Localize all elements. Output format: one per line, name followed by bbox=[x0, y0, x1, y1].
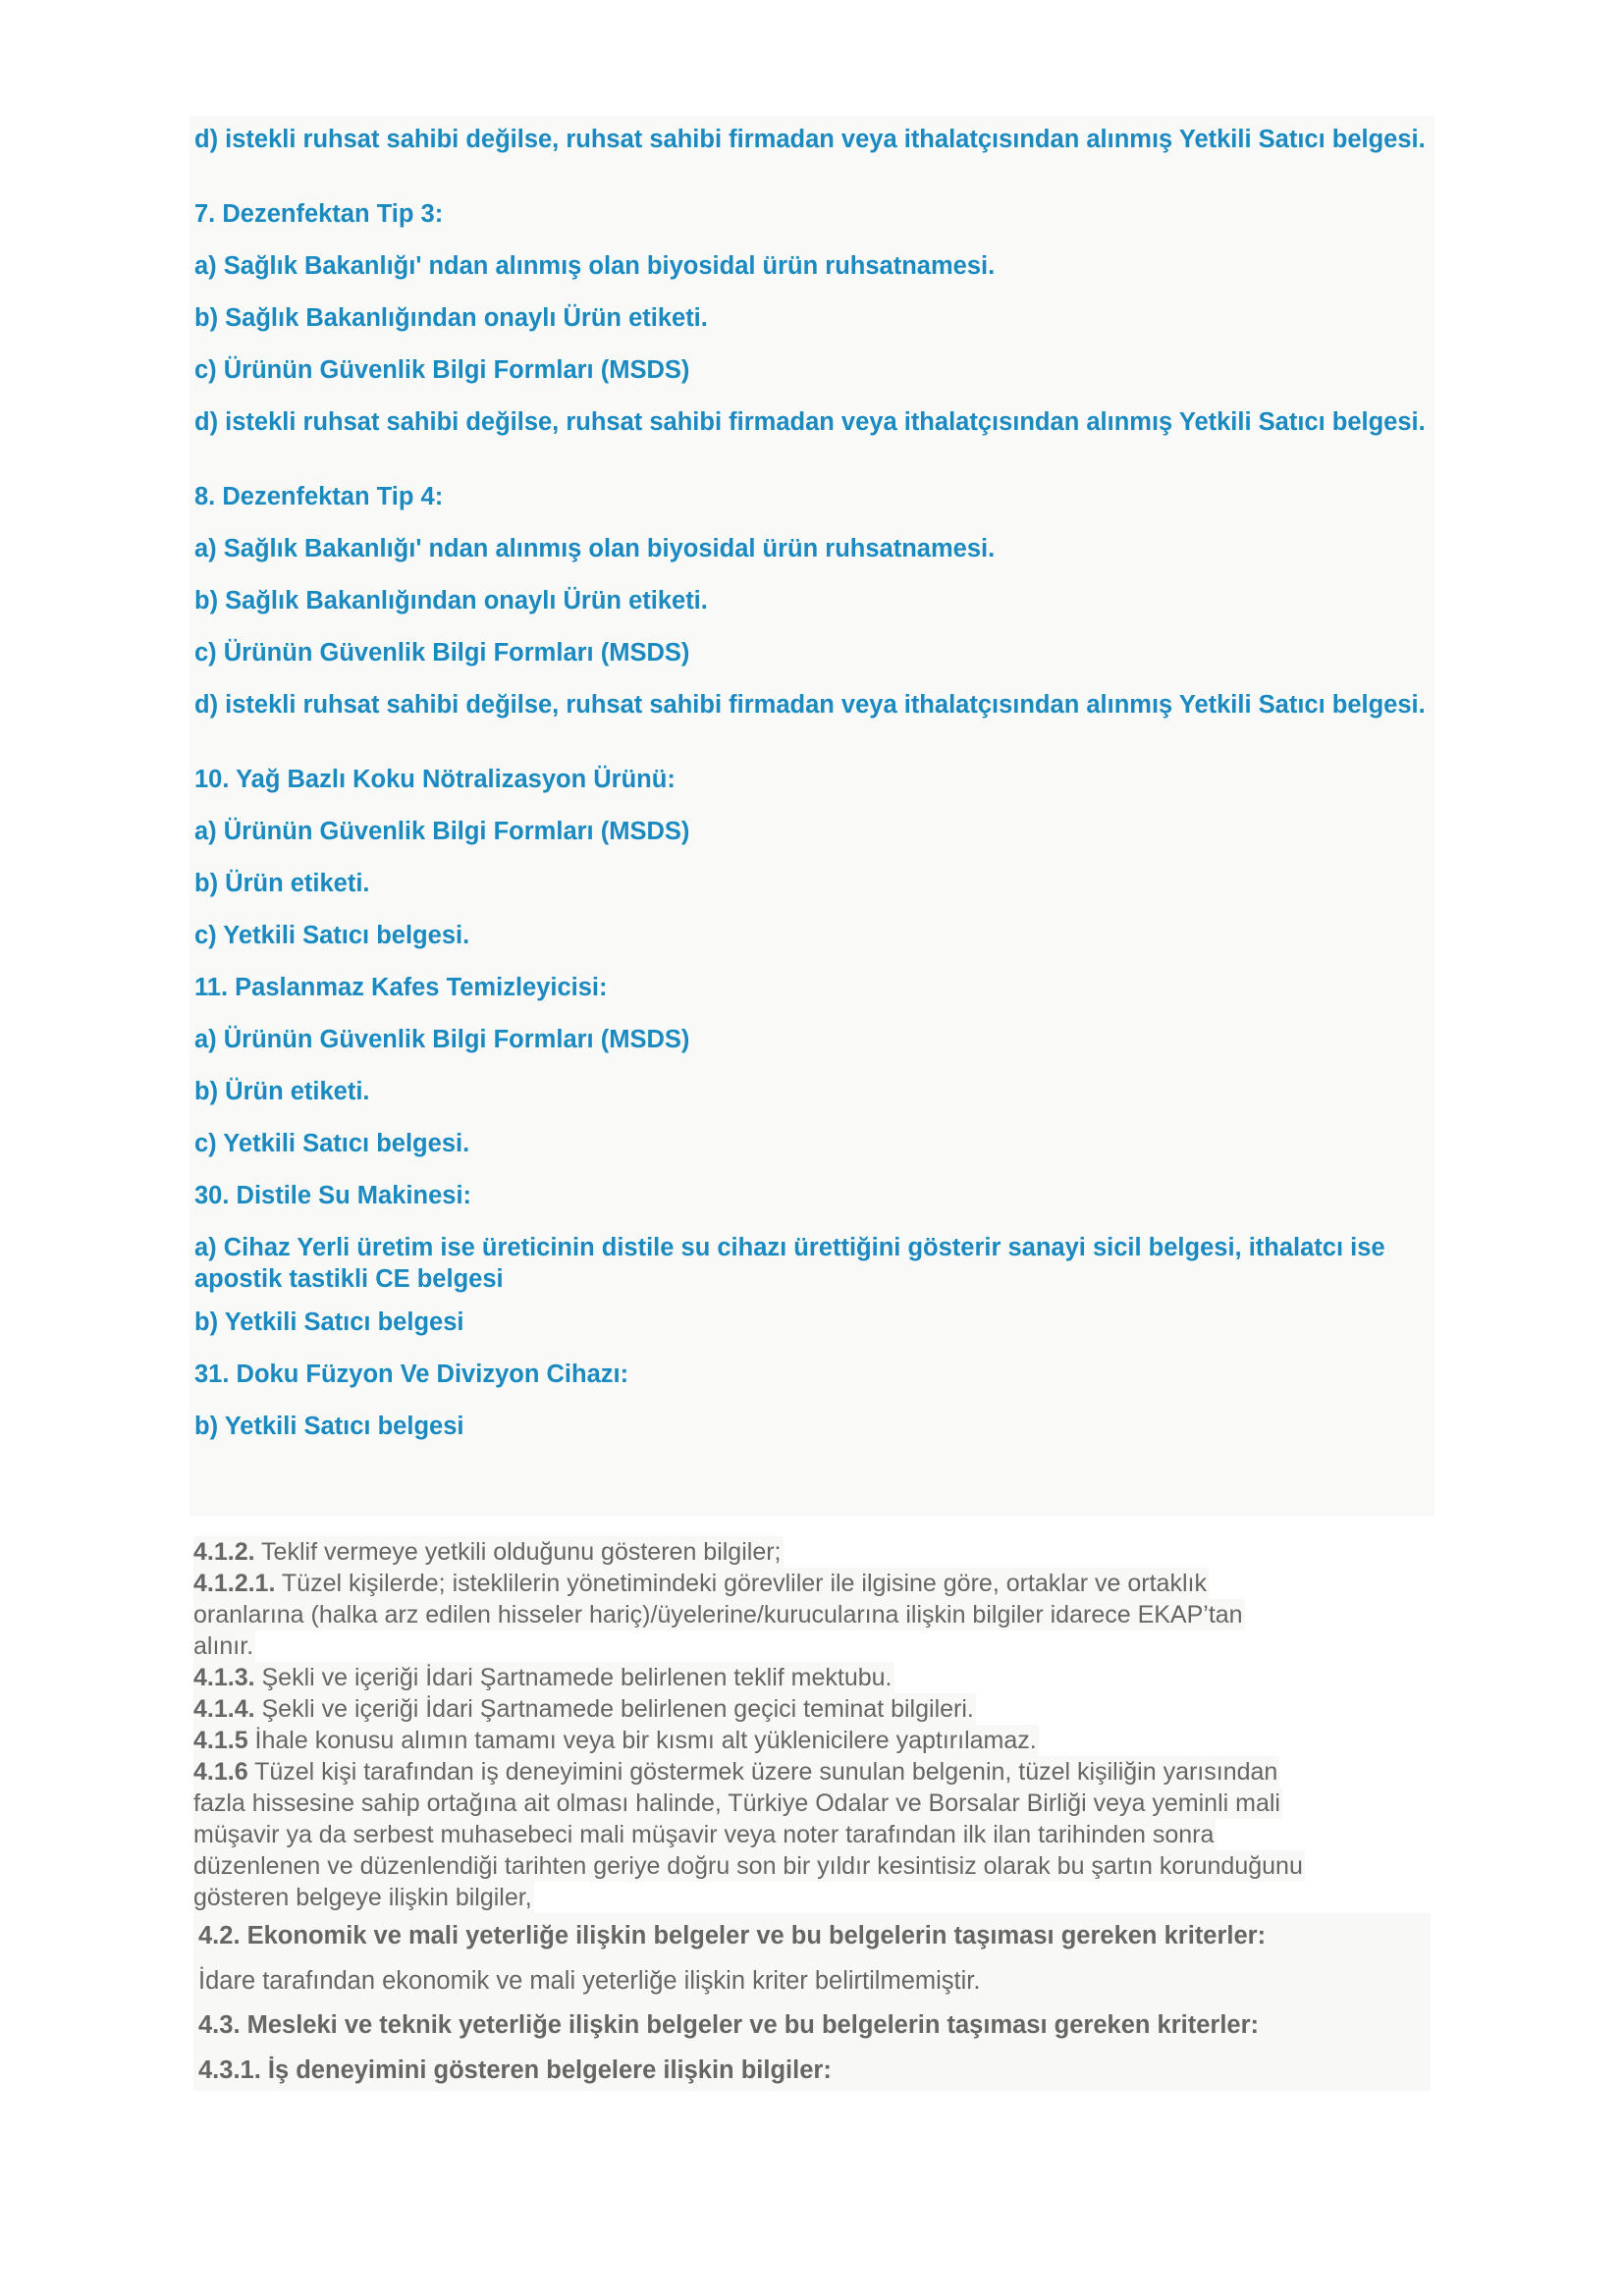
clause-number: 4.1.5 bbox=[193, 1727, 248, 1754]
clause-text: Şekli ve içeriği İdari Şartnamede belirlenen teklif mektubu. bbox=[254, 1664, 893, 1691]
clause-line bbox=[193, 1788, 1282, 1819]
requirement-item: a) Sağlık Bakanlığı' ndan alınmış olan biyosidal ürün ruhsatnamesi. bbox=[194, 252, 996, 280]
clause-text: gösteren belgeye ilişkin bilgiler, bbox=[193, 1884, 532, 1911]
requirement-item: c) Yetkili Satıcı belgesi. bbox=[194, 1130, 470, 1157]
economic-heading: 4.2. Ekonomik ve mali yeterliğe ilişkin belgeler ve bu belgelerin taşıması gereken kriterler: bbox=[198, 1922, 1267, 1949]
requirement-item: a) Cihaz Yerli üretim ise üreticinin distile su cihazı ürettiğini gösterir sanayi sicil belgesi, ithalatcı ise apostik tastikli CE belgesi bbox=[194, 1234, 1385, 1293]
clauses-block bbox=[193, 1536, 1440, 1913]
clause-number: 4.1.2. bbox=[193, 1538, 255, 1566]
clause-text: oranlarına (halka arz edilen hisseler hariç)/üyelerine/kurucularına ilişkin bilgiler idarece EKAP’tan bbox=[193, 1601, 1243, 1629]
technical-heading: 4.3. Mesleki ve teknik yeterliğe ilişkin belgeler ve bu belgelerin taşıması gereken kriterler: bbox=[198, 2011, 1260, 2039]
economic-text: İdare tarafından ekonomik ve mali yeterliğe ilişkin kriter belirtilmemiştir. bbox=[198, 1967, 981, 1995]
clause-line bbox=[193, 1599, 1245, 1630]
requirements-panel bbox=[189, 116, 1435, 1516]
requirement-item: d) istekli ruhsat sahibi değilse, ruhsat sahibi firmadan veya ithalatçısından alınmış Yetkili Satıcı belgesi. bbox=[194, 691, 1426, 719]
requirement-heading: 8. Dezenfektan Tip 4: bbox=[194, 483, 444, 510]
clause-text: İhale konusu alımın tamamı veya bir kısmı alt yüklenicilere yaptırılamaz. bbox=[247, 1727, 1037, 1754]
clause-number: 4.1.4. bbox=[193, 1695, 255, 1723]
clause-line bbox=[193, 1536, 784, 1568]
clause-number: 4.1.2.1. bbox=[193, 1570, 276, 1597]
clause-line bbox=[193, 1882, 534, 1913]
clause-number: 4.1.6 bbox=[193, 1758, 248, 1786]
requirement-heading: 10. Yağ Bazlı Koku Nötralizasyon Ürünü: bbox=[194, 766, 676, 793]
clause-line bbox=[193, 1819, 1216, 1850]
clause-line bbox=[193, 1568, 1209, 1599]
requirement-item: b) Sağlık Bakanlığından onaylı Ürün etiketi. bbox=[194, 304, 708, 332]
clause-text: Tüzel kişi tarafından iş deneyimini göstermek üzere sunulan belgenin, tüzel kişiliğin yarısından bbox=[247, 1758, 1278, 1786]
requirement-item: b) Sağlık Bakanlığından onaylı Ürün etiketi. bbox=[194, 587, 708, 614]
clause-number: 4.1.3. bbox=[193, 1664, 255, 1691]
requirement-heading: 31. Doku Füzyon Ve Divizyon Cihazı: bbox=[194, 1361, 629, 1388]
clause-line bbox=[193, 1850, 1305, 1882]
clause-line bbox=[193, 1662, 894, 1693]
requirement-heading: 11. Paslanmaz Kafes Temizleyicisi: bbox=[194, 974, 608, 1001]
clause-text: alınır. bbox=[193, 1632, 254, 1660]
requirement-item: b) Ürün etiketi. bbox=[194, 1078, 370, 1105]
qualification-panel bbox=[193, 1913, 1431, 2091]
requirement-item: b) Yetkili Satıcı belgesi bbox=[194, 1413, 464, 1440]
clause-text: düzenlenen ve düzenlendiği tarihten geriye doğru son bir yıldır kesintisiz olarak bu şartın korunduğunu bbox=[193, 1852, 1303, 1880]
clause-line bbox=[193, 1630, 255, 1662]
requirement-item: a) Ürünün Güvenlik Bilgi Formları (MSDS) bbox=[194, 1026, 690, 1053]
requirement-item: c) Ürünün Güvenlik Bilgi Formları (MSDS) bbox=[194, 356, 690, 384]
clause-text: fazla hissesine sahip ortağına ait olması halinde, Türkiye Odalar ve Borsalar Birliği veya yeminli mali bbox=[193, 1789, 1280, 1817]
clause-text: Teklif vermeye yetkili olduğunu gösteren bilgiler; bbox=[254, 1538, 782, 1566]
experience-heading: 4.3.1. İş deneyimini gösteren belgelere ilişkin bilgiler: bbox=[198, 2056, 832, 2084]
clause-line bbox=[193, 1725, 1039, 1756]
requirement-item: a) Ürünün Güvenlik Bilgi Formları (MSDS) bbox=[194, 818, 690, 845]
requirement-item: d) istekli ruhsat sahibi değilse, ruhsat sahibi firmadan veya ithalatçısından alınmış Yetkili Satıcı belgesi. bbox=[194, 408, 1426, 436]
clause-line bbox=[193, 1756, 1279, 1788]
clause-line bbox=[193, 1693, 976, 1725]
clause-text: Şekli ve içeriği İdari Şartnamede belirlenen geçici teminat bilgileri. bbox=[254, 1695, 974, 1723]
requirement-item: c) Ürünün Güvenlik Bilgi Formları (MSDS) bbox=[194, 639, 690, 667]
requirement-item: b) Ürün etiketi. bbox=[194, 870, 370, 897]
requirement-item: a) Sağlık Bakanlığı' ndan alınmış olan biyosidal ürün ruhsatnamesi. bbox=[194, 535, 996, 562]
requirement-heading: 30. Distile Su Makinesi: bbox=[194, 1182, 472, 1209]
requirement-item: d) istekli ruhsat sahibi değilse, ruhsat sahibi firmadan veya ithalatçısından alınmış Yetkili Satıcı belgesi. bbox=[194, 126, 1426, 153]
clause-text: müşavir ya da serbest muhasebeci mali müşavir veya noter tarafından ilk ilan tarihinden sonra bbox=[193, 1821, 1215, 1848]
clause-text: Tüzel kişilerde; isteklilerin yönetimindeki görevliler ile ilgisine göre, ortaklar ve ortaklık bbox=[275, 1570, 1207, 1597]
requirement-item: c) Yetkili Satıcı belgesi. bbox=[194, 922, 470, 949]
requirement-item: b) Yetkili Satıcı belgesi bbox=[194, 1308, 464, 1336]
requirement-heading: 7. Dezenfektan Tip 3: bbox=[194, 200, 444, 228]
